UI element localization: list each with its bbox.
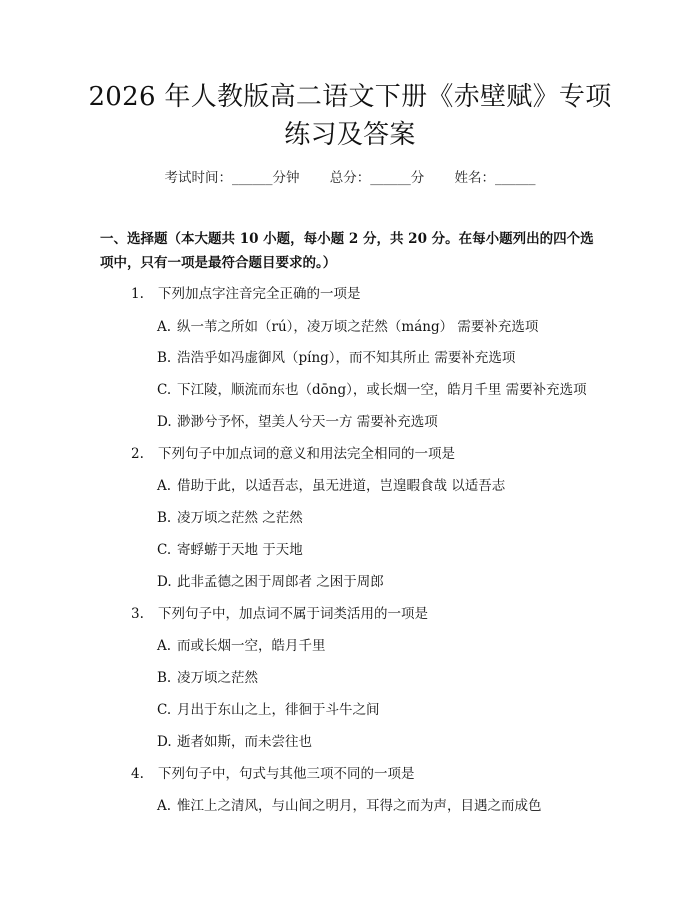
title-line-2: 练习及答案: [284, 120, 416, 150]
option-3b: [157, 666, 258, 686]
option-text: 下江陵，顺流而东也（dōng），或长烟一空，皓月千里 需要补充选项: [177, 382, 587, 398]
option-label: B.: [157, 510, 172, 526]
option-1d: [157, 410, 438, 430]
exam-score: 总分：______分: [329, 170, 425, 186]
option-text: 凌万顷之茫然 之茫然: [177, 510, 303, 526]
option-1a: [157, 315, 538, 335]
option-text: 月出于东山之上，徘徊于斗牛之间: [177, 702, 380, 718]
document-title: [40, 78, 660, 154]
option-2c: [157, 538, 303, 558]
question-number: 4.: [131, 766, 144, 782]
option-label: D.: [157, 574, 172, 590]
question-number: 1.: [131, 286, 144, 302]
option-4a: [157, 794, 542, 814]
option-label: B.: [157, 670, 172, 686]
option-text: 渺渺兮予怀，望美人兮天一方 需要补充选项: [177, 414, 438, 430]
option-label: B.: [157, 350, 172, 366]
question-1: [131, 282, 361, 302]
option-label: C.: [157, 542, 172, 558]
question-number: 3.: [131, 606, 144, 622]
option-text: 而或长烟一空，皓月千里: [177, 638, 326, 654]
option-label: C.: [157, 702, 172, 718]
option-label: A.: [157, 638, 172, 654]
exam-meta: [0, 166, 700, 186]
question-number: 2.: [131, 446, 144, 462]
option-text: 浩浩乎如冯虚御风（píng），而不知其所止 需要补充选项: [177, 350, 516, 366]
option-text: 惟江上之清风，与山间之明月，耳得之而为声，目遇之而成色: [177, 798, 542, 814]
question-2: [131, 442, 455, 462]
option-text: 此非孟德之困于周郎者 之困于周郎: [177, 574, 384, 590]
option-text: 借助于此，以适吾志，虽无进道，岂遑暇食哉 以适吾志: [177, 478, 506, 494]
option-3d: [157, 730, 312, 750]
option-label: A.: [157, 319, 172, 335]
option-3a: [157, 634, 326, 654]
option-1c: [157, 378, 587, 398]
option-2d: [157, 570, 384, 590]
option-label: A.: [157, 798, 172, 814]
question-3: [131, 602, 428, 622]
option-label: D.: [157, 734, 172, 750]
option-text: 寄蜉蝣于天地 于天地: [177, 542, 303, 558]
question-stem: 下列句子中，加点词不属于词类活用的一项是: [158, 606, 428, 622]
title-line-1: 2026 年人教版高二语文下册《赤壁赋》专项: [88, 82, 612, 112]
question-stem: 下列句子中加点词的意义和用法完全相同的一项是: [158, 446, 455, 462]
question-stem: 下列句子中，句式与其他三项不同的一项是: [158, 766, 415, 782]
question-4: [131, 762, 415, 782]
option-text: 纵一苇之所如（rú），凌万顷之茫然（máng） 需要补充选项: [177, 319, 539, 335]
option-1b: [157, 346, 515, 366]
exam-name: 姓名：______: [454, 170, 536, 186]
option-2b: [157, 506, 303, 526]
section-heading: 一、选择题（本大题共 10 小题，每小题 2 分，共 20 分。在每小题列出的四个选项中，只有一项是最符合题目要求的。）: [100, 231, 594, 271]
question-stem: 下列加点字注音完全正确的一项是: [158, 286, 361, 302]
option-label: D.: [157, 414, 172, 430]
option-label: C.: [157, 382, 172, 398]
option-text: 凌万顷之茫然: [177, 670, 258, 686]
option-2a: [157, 474, 505, 494]
option-3c: [157, 698, 380, 718]
option-text: 逝者如斯，而未尝往也: [177, 734, 312, 750]
exam-time: 考试时间：______分钟: [164, 170, 300, 186]
option-label: A.: [157, 478, 172, 494]
